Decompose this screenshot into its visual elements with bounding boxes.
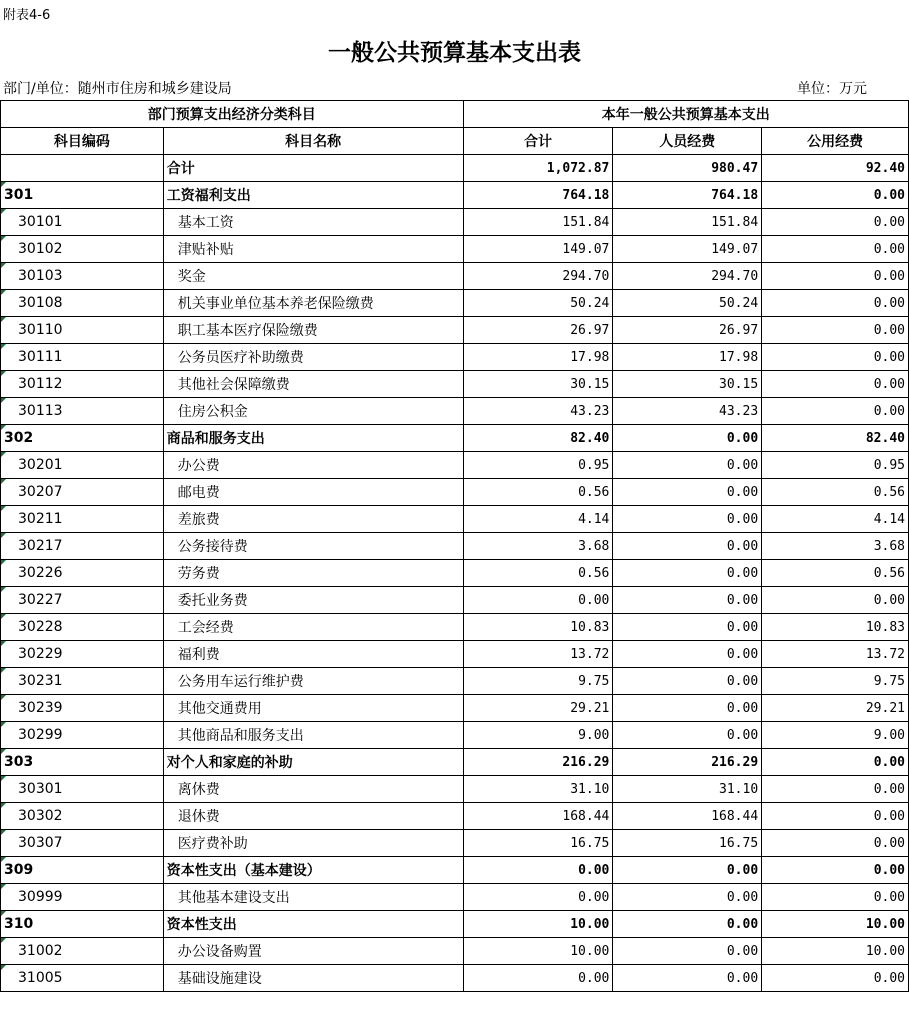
table-row [1, 830, 909, 857]
cell-code: 30211 [1, 506, 164, 533]
cell-total: 0.00 [463, 965, 613, 992]
cell-personnel: 0.00 [613, 587, 762, 614]
cell-personnel: 0.00 [613, 668, 762, 695]
cell-code: 310 [1, 911, 164, 938]
cell-personnel: 0.00 [613, 425, 762, 452]
cell-code: 31005 [1, 965, 164, 992]
table-row [1, 317, 909, 344]
cell-code: 30307 [1, 830, 164, 857]
cell-personnel: 0.00 [613, 857, 762, 884]
cell-public: 0.00 [762, 317, 909, 344]
header-total: 合计 [463, 128, 613, 155]
cell-personnel: 0.00 [613, 695, 762, 722]
cell-personnel: 30.15 [613, 371, 762, 398]
header-public: 公用经费 [762, 128, 909, 155]
cell-code: 30302 [1, 803, 164, 830]
table-row [1, 506, 909, 533]
cell-public: 0.00 [762, 209, 909, 236]
cell-code: 30217 [1, 533, 164, 560]
cell-name: 其他基本建设支出 [163, 884, 463, 911]
cell-public: 0.00 [762, 587, 909, 614]
table-row [1, 641, 909, 668]
cell-total: 151.84 [463, 209, 613, 236]
cell-public: 3.68 [762, 533, 909, 560]
unit-label: 单位：万元 [797, 81, 867, 97]
cell-code: 30228 [1, 614, 164, 641]
cell-code: 30113 [1, 398, 164, 425]
cell-total: 9.00 [463, 722, 613, 749]
cell-total: 149.07 [463, 236, 613, 263]
cell-name: 医疗费补助 [163, 830, 463, 857]
cell-personnel: 216.29 [613, 749, 762, 776]
table-row [1, 425, 909, 452]
cell-name: 公务员医疗补助缴费 [163, 344, 463, 371]
cell-personnel: 0.00 [613, 614, 762, 641]
cell-total: 10.00 [463, 938, 613, 965]
cell-code: 30108 [1, 290, 164, 317]
cell-personnel: 0.00 [613, 641, 762, 668]
cell-public: 0.00 [762, 398, 909, 425]
cell-public: 0.00 [762, 236, 909, 263]
table-row [1, 587, 909, 614]
header-code: 科目编码 [1, 128, 164, 155]
header-name: 科目名称 [163, 128, 463, 155]
cell-public: 0.00 [762, 884, 909, 911]
cell-name: 职工基本医疗保险缴费 [163, 317, 463, 344]
cell-public: 0.95 [762, 452, 909, 479]
cell-name: 基础设施建设 [163, 965, 463, 992]
table-row [1, 290, 909, 317]
cell-public: 0.00 [762, 749, 909, 776]
cell-name: 津贴补贴 [163, 236, 463, 263]
cell-total: 0.00 [463, 884, 613, 911]
cell-code: 30201 [1, 452, 164, 479]
budget-table [0, 100, 909, 992]
table-row [1, 533, 909, 560]
cell-personnel: 151.84 [613, 209, 762, 236]
header-economic-classification: 部门预算支出经济分类科目 [1, 101, 464, 128]
cell-personnel: 0.00 [613, 722, 762, 749]
table-row [1, 614, 909, 641]
cell-code: 30299 [1, 722, 164, 749]
cell-personnel: 0.00 [613, 479, 762, 506]
cell-code: 30226 [1, 560, 164, 587]
cell-public: 4.14 [762, 506, 909, 533]
cell-total: 50.24 [463, 290, 613, 317]
cell-personnel: 149.07 [613, 236, 762, 263]
table-row [1, 263, 909, 290]
cell-total: 0.00 [463, 857, 613, 884]
cell-name: 办公费 [163, 452, 463, 479]
cell-code: 30111 [1, 344, 164, 371]
cell-personnel: 0.00 [613, 506, 762, 533]
cell-personnel: 0.00 [613, 938, 762, 965]
cell-personnel: 16.75 [613, 830, 762, 857]
table-row [1, 452, 909, 479]
cell-public: 0.56 [762, 479, 909, 506]
table-row [1, 668, 909, 695]
cell-total: 26.97 [463, 317, 613, 344]
cell-public: 13.72 [762, 641, 909, 668]
cell-public: 0.00 [762, 965, 909, 992]
table-row [1, 938, 909, 965]
cell-name: 劳务费 [163, 560, 463, 587]
cell-public: 0.00 [762, 803, 909, 830]
cell-name: 委托业务费 [163, 587, 463, 614]
cell-name: 福利费 [163, 641, 463, 668]
cell-name: 合计 [163, 155, 463, 182]
cell-total: 13.72 [463, 641, 613, 668]
cell-name: 差旅费 [163, 506, 463, 533]
cell-public: 92.40 [762, 155, 909, 182]
cell-code: 30207 [1, 479, 164, 506]
cell-code: 30229 [1, 641, 164, 668]
cell-code: 30110 [1, 317, 164, 344]
page-title: 一般公共预算基本支出表 [328, 39, 581, 66]
cell-public: 0.00 [762, 857, 909, 884]
cell-name: 其他商品和服务支出 [163, 722, 463, 749]
cell-public: 0.00 [762, 776, 909, 803]
cell-total: 0.95 [463, 452, 613, 479]
cell-name: 商品和服务支出 [163, 425, 463, 452]
cell-name: 对个人和家庭的补助 [163, 749, 463, 776]
table-row [1, 803, 909, 830]
cell-total: 1,072.87 [463, 155, 613, 182]
table-row [1, 695, 909, 722]
cell-public: 9.00 [762, 722, 909, 749]
cell-code: 30999 [1, 884, 164, 911]
cell-personnel: 0.00 [613, 452, 762, 479]
table-row [1, 155, 909, 182]
cell-personnel: 0.00 [613, 911, 762, 938]
cell-personnel: 294.70 [613, 263, 762, 290]
cell-code: 309 [1, 857, 164, 884]
cell-public: 82.40 [762, 425, 909, 452]
cell-name: 其他交通费用 [163, 695, 463, 722]
cell-code: 30102 [1, 236, 164, 263]
cell-total: 0.00 [463, 587, 613, 614]
cell-total: 3.68 [463, 533, 613, 560]
cell-public: 0.00 [762, 263, 909, 290]
cell-name: 退休费 [163, 803, 463, 830]
table-row [1, 722, 909, 749]
header-row-columns [1, 128, 909, 155]
cell-total: 168.44 [463, 803, 613, 830]
cell-public: 9.75 [762, 668, 909, 695]
cell-name: 住房公积金 [163, 398, 463, 425]
cell-name: 资本性支出（基本建设） [163, 857, 463, 884]
cell-name: 工资福利支出 [163, 182, 463, 209]
cell-total: 10.83 [463, 614, 613, 641]
cell-personnel: 26.97 [613, 317, 762, 344]
table-row [1, 371, 909, 398]
cell-total: 4.14 [463, 506, 613, 533]
cell-code: 30112 [1, 371, 164, 398]
cell-total: 82.40 [463, 425, 613, 452]
cell-total: 9.75 [463, 668, 613, 695]
table-row [1, 776, 909, 803]
cell-public: 29.21 [762, 695, 909, 722]
cell-name: 公务接待费 [163, 533, 463, 560]
cell-public: 0.00 [762, 371, 909, 398]
table-row [1, 749, 909, 776]
cell-total: 216.29 [463, 749, 613, 776]
cell-personnel: 31.10 [613, 776, 762, 803]
cell-name: 办公设备购置 [163, 938, 463, 965]
cell-total: 16.75 [463, 830, 613, 857]
cell-code [1, 155, 164, 182]
cell-code: 30301 [1, 776, 164, 803]
cell-personnel: 0.00 [613, 884, 762, 911]
header-row-group [1, 101, 909, 128]
cell-name: 邮电费 [163, 479, 463, 506]
cell-code: 30227 [1, 587, 164, 614]
cell-code: 303 [1, 749, 164, 776]
table-row [1, 884, 909, 911]
cell-public: 0.00 [762, 182, 909, 209]
cell-code: 30103 [1, 263, 164, 290]
cell-code: 30231 [1, 668, 164, 695]
cell-personnel: 43.23 [613, 398, 762, 425]
cell-personnel: 980.47 [613, 155, 762, 182]
cell-total: 0.56 [463, 560, 613, 587]
cell-code: 31002 [1, 938, 164, 965]
cell-total: 31.10 [463, 776, 613, 803]
cell-public: 0.56 [762, 560, 909, 587]
cell-public: 0.00 [762, 290, 909, 317]
cell-total: 294.70 [463, 263, 613, 290]
table-row [1, 911, 909, 938]
department-label: 部门/单位：随州市住房和城乡建设局 [3, 81, 232, 97]
cell-total: 10.00 [463, 911, 613, 938]
cell-code: 302 [1, 425, 164, 452]
cell-public: 10.00 [762, 911, 909, 938]
cell-name: 奖金 [163, 263, 463, 290]
cell-total: 29.21 [463, 695, 613, 722]
table-row [1, 479, 909, 506]
cell-name: 公务用车运行维护费 [163, 668, 463, 695]
cell-name: 工会经费 [163, 614, 463, 641]
table-row [1, 344, 909, 371]
header-personnel: 人员经费 [613, 128, 762, 155]
cell-name: 资本性支出 [163, 911, 463, 938]
cell-name: 基本工资 [163, 209, 463, 236]
cell-total: 17.98 [463, 344, 613, 371]
table-row [1, 209, 909, 236]
cell-personnel: 17.98 [613, 344, 762, 371]
cell-code: 30239 [1, 695, 164, 722]
table-row [1, 560, 909, 587]
cell-total: 0.56 [463, 479, 613, 506]
cell-total: 30.15 [463, 371, 613, 398]
cell-personnel: 0.00 [613, 560, 762, 587]
cell-public: 0.00 [762, 344, 909, 371]
cell-personnel: 168.44 [613, 803, 762, 830]
table-row [1, 236, 909, 263]
cell-code: 30101 [1, 209, 164, 236]
table-row [1, 857, 909, 884]
cell-total: 43.23 [463, 398, 613, 425]
cell-total: 764.18 [463, 182, 613, 209]
budget-table-body [1, 101, 909, 992]
cell-personnel: 50.24 [613, 290, 762, 317]
cell-personnel: 0.00 [613, 533, 762, 560]
header-basic-expenditure: 本年一般公共预算基本支出 [463, 101, 908, 128]
cell-personnel: 0.00 [613, 965, 762, 992]
cell-public: 10.00 [762, 938, 909, 965]
cell-public: 0.00 [762, 830, 909, 857]
cell-name: 其他社会保障缴费 [163, 371, 463, 398]
table-row [1, 182, 909, 209]
cell-code: 301 [1, 182, 164, 209]
cell-name: 离休费 [163, 776, 463, 803]
table-row [1, 398, 909, 425]
cell-name: 机关事业单位基本养老保险缴费 [163, 290, 463, 317]
attachment-label: 附表4-6 [3, 8, 51, 23]
cell-personnel: 764.18 [613, 182, 762, 209]
cell-public: 10.83 [762, 614, 909, 641]
table-row [1, 965, 909, 992]
